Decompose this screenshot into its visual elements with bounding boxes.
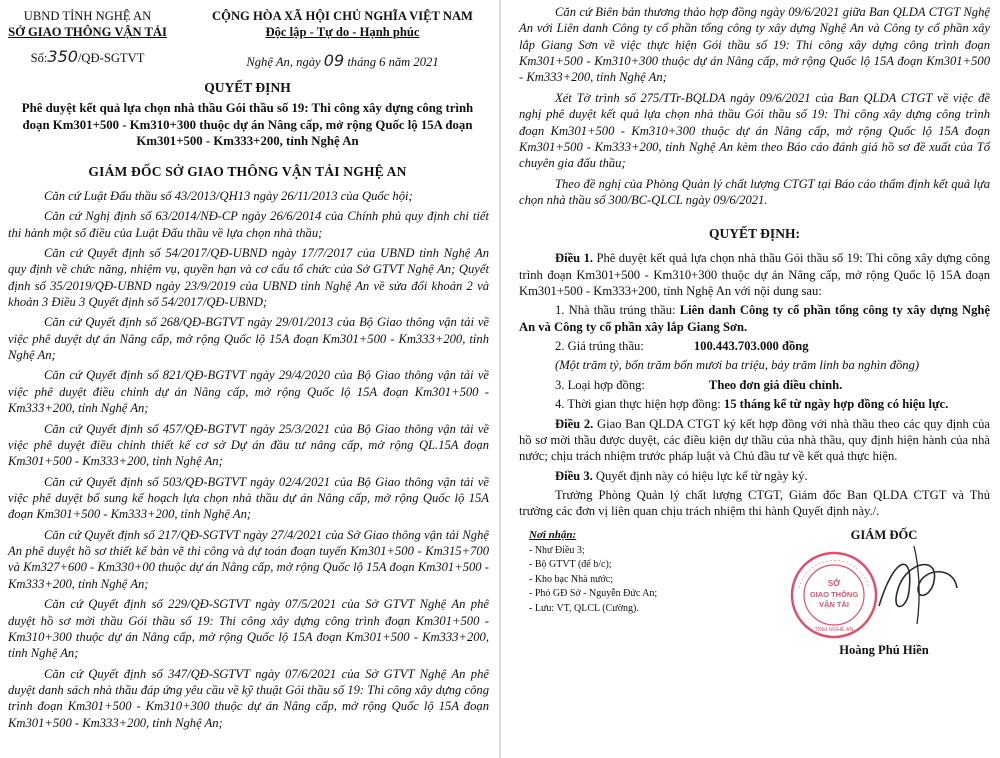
page-gutter	[499, 0, 501, 758]
article-1-contract-type: 3. Loại hợp đồng: Theo đơn giá điều chỉnh.	[555, 377, 843, 392]
decision-heading: QUYẾT ĐỊNH:	[709, 226, 800, 242]
signer-name: Hoàng Phú Hiền	[839, 642, 929, 657]
national-motto	[190, 8, 495, 72]
document-number: Số:350/QĐ-SGTVT	[30, 46, 145, 66]
legal-basis-item: Xét Tờ trình số 275/TTr-BQLDA ngày 09/6/2021 của Ban QLDA CTGT về việc đề nghị phê duyệt kết quả lựa chọn nhà thầu Gói thầu số 19: Thi công xây dựng công trình đoạn Km301+500 - Km310+300 thuộc dự án Nâng cấp, mở rộng Quốc lộ 15A đoạn Km301+500 - Km333+200, tỉnh Nghệ An kèm theo Báo cáo đánh giá hồ sơ đề xuất của Tổ chuyên gia đấu thầu;	[519, 90, 990, 171]
svg-text:SỞ: SỞ	[827, 578, 841, 588]
handwritten-day: 09	[323, 50, 345, 70]
signer	[764, 528, 1000, 658]
handwritten-signature	[859, 536, 969, 631]
legal-basis-item: Căn cứ Quyết định số 821/QĐ-BGTVT ngày 29/4/2020 của Bộ Giao thông vận tải về việc phê duyệt điều chỉnh dự án Nâng cấp, mở rộng Quốc lộ 15A đoạn Km301+500 - Km333+200, tỉnh Nghệ An;	[8, 368, 489, 416]
execution-clause: Trưởng Phòng Quản lý chất lượng CTGT, Giám đốc Ban QLDA CTGT và Thủ trưởng các đơn vị liên quan chịu trách nhiệm thi hành Quyết định này./.	[519, 487, 990, 519]
article-1-contractor: 1. Nhà thầu trúng thầu: Liên danh Công ty cổ phần tổng công ty xây dựng Nghệ An và Công ty cổ phần xây lắp Giang Sơn.	[519, 303, 990, 334]
right-column	[505, 0, 1000, 758]
svg-text:TỈNH NGHỆ AN: TỈNH NGHỆ AN	[814, 626, 854, 633]
director-heading: GIÁM ĐỐC SỞ GIAO THÔNG VẬN TẢI NGHỆ AN	[88, 163, 407, 179]
document-header	[0, 0, 495, 72]
article-1: Điều 1. Phê duyệt kết quả lựa chọn nhà thầu Gói thầu số 19: Thi công xây dựng công trình đoạn Km301+500 - Km310+300 thuộc dự án Nâng cấp, mở rộng Quốc lộ 15A đoạn Km301+500 - Km333+200, tỉnh Nghệ An với nội dung sau:	[519, 251, 990, 299]
article-3: Điều 3. Quyết định này có hiệu lực kể từ ngày ký.	[555, 468, 808, 483]
recipient-item: - Như Điều 3;	[529, 544, 585, 556]
legal-basis-item: Căn cứ Nghị định số 63/2014/NĐ-CP ngày 26/6/2014 của Chính phủ quy định chi tiết thi hành một số điều của Luật Đấu thầu về lựa chọn nhà thầu;	[8, 209, 489, 240]
left-column	[0, 0, 495, 758]
article-1-duration: 4. Thời gian thực hiện hợp đồng: 15 tháng kể từ ngày hợp đồng có hiệu lực.	[555, 397, 949, 412]
signature-block	[519, 528, 990, 658]
recipient-item: - Bộ GTVT (để b/c);	[529, 559, 612, 571]
legal-basis-item: Căn cứ Quyết định số 268/QĐ-BGTVT ngày 29/01/2013 của Bộ Giao thông vận tải về việc phê duyệt dự án Nâng cấp, mở rộng Quốc lộ 15A đoạn Km301+500 - Km333+200, tỉnh Nghệ An;	[8, 315, 489, 363]
issue-date: Nghệ An, ngày 09 tháng 6 năm 2021	[246, 50, 439, 70]
nation-line-1: CỘNG HÒA XÃ HỘI CHỦ NGHĨA VIỆT NAM	[212, 9, 473, 23]
recipient-item: - Phó GĐ Sở - Nguyễn Đức An;	[529, 588, 658, 600]
legal-basis-item: Căn cứ Biên bản thương thảo hợp đồng ngày 09/6/2021 giữa Ban QLDA CTGT Nghệ An với Liên danh Công ty cổ phần tổng công ty xây dựng Nghệ An và Công ty cổ phần xây lắp Giang Sơn về việc thực hiện Gói thầu số 19: Thi công xây dựng công trình đoạn Km301+500 - Km310+300 thuộc dự án Nâng cấp, mở rộng Quốc lộ 15A đoạn Km301+500 - Km333+200, tỉnh Nghệ An;	[519, 5, 990, 85]
svg-text:VẬN TẢI: VẬN TẢI	[819, 599, 849, 609]
legal-basis-item: Căn cứ Quyết định số 457/QĐ-BGTVT ngày 25/3/2021 của Bộ Giao thông vận tải về việc phê duyệt điều chỉnh thiết kế cơ sở Dự án đầu tư nâng cấp, mở rộng QL.15A đoạn Km301+500 - Km333+200, tỉnh Nghệ An;	[8, 421, 489, 469]
legal-basis-item: Căn cứ Quyết định số 229/QĐ-SGTVT ngày 07/5/2021 của Sở GTVT Nghệ An phê duyệt hồ sơ mời thầu Gói thầu số 19: Thi công xây dựng công trình đoạn Km301+500 - Km310+300 thuộc dự án Nâng cấp, mở rộng Quốc lộ 15A đoạn Km301+500 - Km333+200, tỉnh Nghệ An;	[8, 597, 489, 661]
document-title: QUYẾT ĐỊNH	[204, 80, 291, 95]
legal-basis-list	[0, 188, 495, 731]
signer-role: GIÁM ĐỐC	[850, 527, 918, 542]
org-line-2: SỞ GIAO THÔNG VẬN TẢI	[8, 25, 167, 40]
article-1-price: 2. Giá trúng thầu: 100.443.703.000 đồng	[555, 339, 809, 354]
legal-basis-item: Căn cứ Quyết định số 503/QĐ-BGTVT ngày 02/4/2021 của Bộ Giao thông vận tải về việc phê duyệt bổ sung kế hoạch lựa chọn nhà thầu dự án Nâng cấp, mở rộng Quốc lộ 15A đoạn Km301+500 - Km333+200, tỉnh Nghệ An;	[8, 474, 489, 522]
issuing-organization	[0, 8, 175, 68]
legal-basis-item: Căn cứ Quyết định số 217/QĐ-SGTVT ngày 27/4/2021 của Sở Giao thông vận tải Nghệ An phê duyệt hồ sơ thiết kế bản vẽ thi công và dự toán đoạn tuyến Km301+500 - Km315+700 và Km327+600 - Km330+00 thuộc dự án Nâng cấp, mở rộng Quốc lộ 15A đoạn Km301+500 - Km333+200, tỉnh Nghệ An;	[8, 527, 489, 591]
svg-text:GIAO THÔNG: GIAO THÔNG	[809, 589, 859, 599]
right-content	[505, 0, 1000, 658]
article-2: Điều 2. Giao Ban QLDA CTGT ký kết hợp đồng với nhà thầu theo các quy định của hồ sơ mời thầu được duyệt, các điều kiện dự thầu của nhà thầu, quy định hiện hành của nhà nước; chịu trách nhiệm trước pháp luật và Chủ đầu tư về kết quả thực hiện.	[519, 416, 991, 464]
nation-line-2: Độc lập - Tự do - Hạnh phúc	[265, 25, 420, 40]
legal-basis-item: Căn cứ Quyết định số 54/2017/QĐ-UBND ngày 17/7/2017 của UBND tỉnh Nghệ An quy định về chức năng, nhiệm vụ, quyền hạn và cơ cấu tổ chức của Sở GTVT Nghệ An; Quyết định số 35/2019/QĐ-UBND ngày 23/9/2019 của UBND tỉnh Nghệ An về sửa đổi khoản 2 và khoản 3 Điều 3 Quyết định số 54/2017/QĐ-UBND;	[8, 245, 489, 310]
legal-basis-item: Căn cứ Luật Đấu thầu số 43/2013/QH13 ngày 26/11/2013 của Quốc hội;	[44, 188, 413, 203]
article-1-price-words: (Một trăm tỷ, bốn trăm bốn mươi ba triệu, bảy trăm linh ba nghìn đồng)	[555, 358, 920, 373]
recipients-heading: Nơi nhận:	[529, 528, 577, 541]
legal-basis-item: Theo đề nghị của Phòng Quản lý chất lượng CTGT tại Báo cáo thẩm định kết quả lựa chọn nhà thầu số 300/BC-QLCL ngày 09/6/2021.	[519, 176, 990, 207]
org-line-1: UBND TỈNH NGHỆ AN	[23, 9, 152, 23]
handwritten-number: 350	[47, 46, 78, 66]
recipient-item: - Kho bạc Nhà nước;	[529, 573, 614, 585]
legal-basis-item: Căn cứ Quyết định số 347/QĐ-SGTVT ngày 07/6/2021 của Sở GTVT Nghệ An phê duyệt danh sách nhà thầu đáp ứng yêu cầu về kỹ thuật Gói thầu số 19: Thi công xây dựng công trình đoạn Km301+500 - Km310+300 thuộc dự án Nâng cấp, mở rộng Quốc lộ 15A đoạn Km301+500 - Km333+200, tỉnh Nghệ An;	[8, 666, 489, 730]
document-subject: Phê duyệt kết quả lựa chọn nhà thầu Gói thầu số 19: Thi công xây dựng công trình đoạn Km301+500 - Km310+300 thuộc dự án Nâng cấp, mở rộng Quốc lộ 15A đoạn Km301+500 - Km333+200, tỉnh Nghệ An	[21, 101, 474, 149]
recipient-item: - Lưu: VT, QLCL (Cường).	[529, 602, 639, 614]
recipients-list	[529, 528, 749, 616]
